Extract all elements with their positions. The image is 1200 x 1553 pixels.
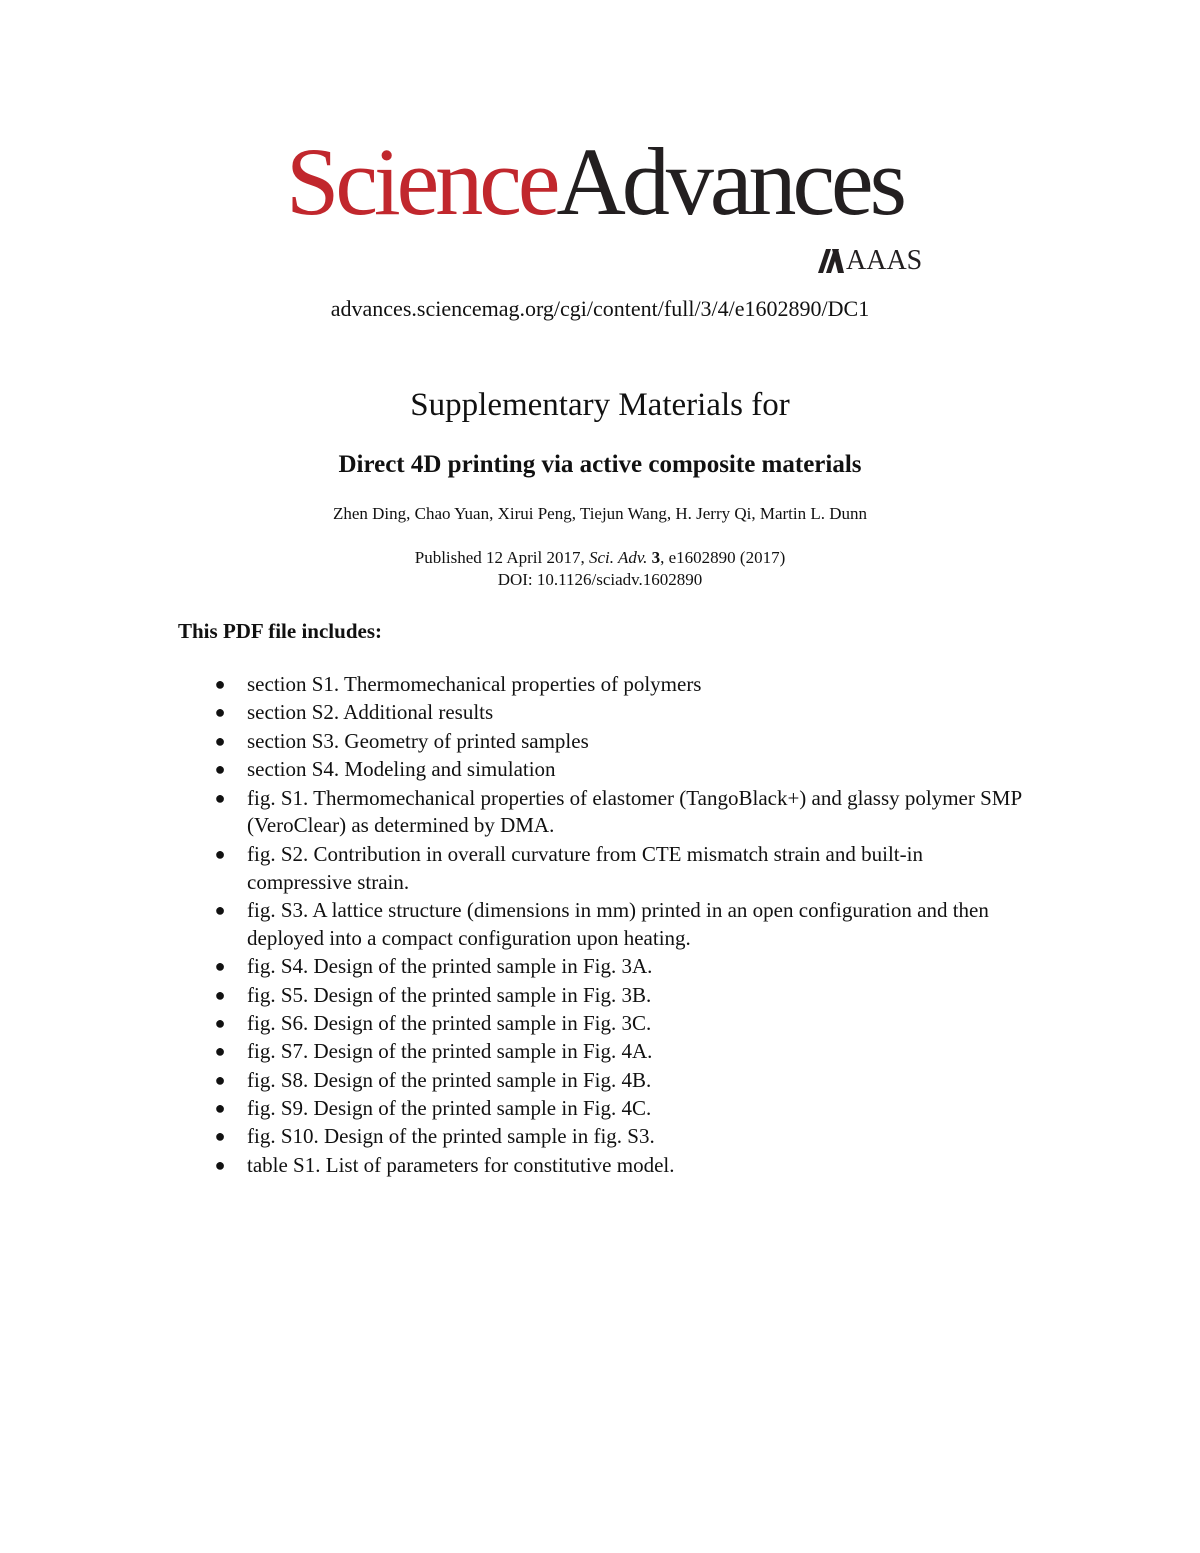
list-item (210, 1152, 1030, 1180)
list-item-text: fig. S10. Design of the printed sample in fig. S3. (247, 1124, 655, 1149)
list-item-text: section S3. Geometry of printed samples (247, 728, 589, 753)
supplementary-title: Supplementary Materials for (410, 387, 790, 423)
published-prefix: Published 12 April 2017, (414, 548, 589, 567)
publication-info (0, 547, 1200, 569)
list-item (210, 982, 1030, 1010)
bullet-icon: ● (214, 730, 226, 751)
doi: DOI: 10.1126/sciadv.1602890 (497, 570, 703, 589)
list-item (210, 841, 1030, 897)
list-item-text: fig. S4. Design of the printed sample in Fig. 3A. (247, 954, 653, 979)
bullet-icon: ● (214, 1012, 226, 1033)
list-item (210, 671, 1030, 699)
aaas-mark-icon (818, 249, 844, 273)
list-item-text: fig. S3. A lattice structure (dimensions in mm) printed in an open configuration and then deployed into a compact configuration upon heating. (247, 897, 989, 950)
bullet-icon: ● (214, 1069, 226, 1090)
list-item-text: section S2. Additional results (247, 700, 494, 725)
list-item (210, 756, 1030, 784)
list-item-text: section S1. Thermomechanical properties of polymers (247, 672, 702, 696)
list-item (210, 1123, 1030, 1151)
bullet-icon: ● (214, 1098, 226, 1119)
published-suffix: , e1602890 (2017) (660, 548, 786, 567)
includes-heading: This PDF file includes: (178, 619, 382, 643)
list-item (210, 785, 1030, 841)
author-list: Zhen Ding, Chao Yuan, Xirui Peng, Tiejun Wang, H. Jerry Qi, Martin L. Dunn (332, 504, 868, 523)
list-item (210, 1010, 1030, 1038)
bullet-icon: ● (214, 984, 226, 1005)
list-item (210, 699, 1030, 727)
journal-volume: 3 (651, 548, 661, 567)
list-item-text: fig. S1. Thermomechanical properties of elastomer (TangoBlack+) and glassy polymer SMP (VeroClear) as determined by DMA. (247, 785, 1022, 838)
list-item (210, 953, 1030, 981)
logo-science-word: Science (286, 128, 557, 235)
science-advances-logo (286, 128, 926, 235)
list-item-text: fig. S7. Design of the printed sample in Fig. 4A. (247, 1039, 653, 1064)
contents-list (210, 671, 1030, 1180)
supplement-url[interactable]: advances.sciencemag.org/cgi/content/full/3/4/e1602890/DC1 (330, 296, 870, 321)
bullet-icon: ● (214, 702, 226, 723)
bullet-icon: ● (214, 1126, 226, 1147)
bullet-icon: ● (214, 674, 226, 694)
bullet-icon: ● (214, 787, 226, 808)
journal-name: Sci. Adv. (589, 548, 648, 567)
bullet-icon: ● (214, 843, 226, 864)
list-item (210, 728, 1030, 756)
list-item-text: fig. S2. Contribution in overall curvature from CTE mismatch strain and built-in compressive strain. (247, 841, 923, 894)
bullet-icon: ● (214, 1154, 226, 1175)
aaas-logo (818, 246, 922, 276)
logo-advances-word: Advances (556, 128, 904, 235)
list-item (210, 1095, 1030, 1123)
list-item (210, 897, 1030, 953)
bullet-icon: ● (214, 759, 226, 780)
bullet-icon: ● (214, 1041, 226, 1062)
list-item (210, 1038, 1030, 1066)
paper-title: Direct 4D printing via active composite materials (338, 451, 862, 478)
bullet-icon: ● (214, 899, 226, 920)
list-item (210, 1067, 1030, 1095)
bullet-icon: ● (214, 956, 226, 977)
list-item-text: fig. S5. Design of the printed sample in Fig. 3B. (247, 982, 652, 1007)
list-item-text: fig. S8. Design of the printed sample in Fig. 4B. (247, 1067, 652, 1092)
list-item-text: fig. S6. Design of the printed sample in Fig. 3C. (247, 1010, 652, 1035)
aaas-text: AAAS (846, 245, 923, 276)
list-item-text: fig. S9. Design of the printed sample in Fig. 4C. (247, 1096, 652, 1121)
list-item-text: section S4. Modeling and simulation (247, 757, 556, 782)
list-item-text: table S1. List of parameters for constitutive model. (247, 1152, 675, 1177)
